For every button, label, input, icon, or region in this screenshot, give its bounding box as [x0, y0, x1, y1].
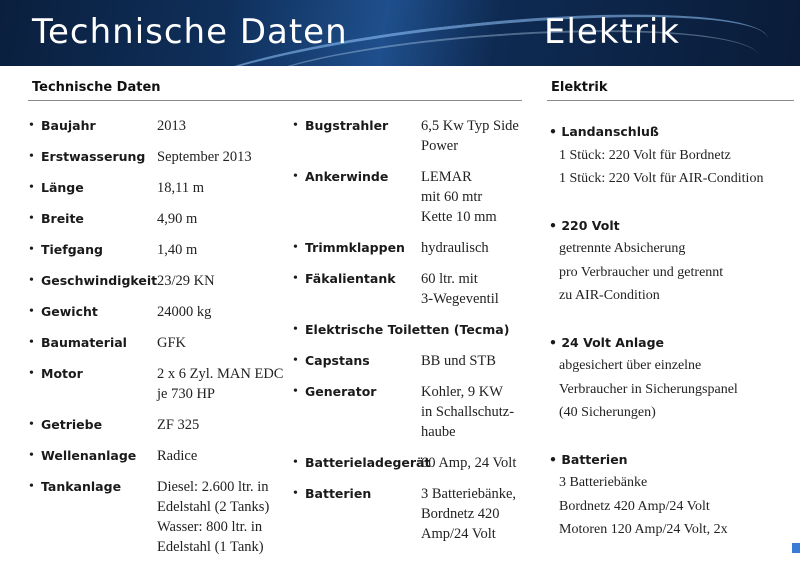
elektrik-block-landanschluss [549, 120, 794, 191]
spec-value: 60 ltr. mit 3-Wegeventil [421, 271, 499, 307]
bullet-icon: • [29, 417, 34, 432]
spec-row [293, 320, 519, 340]
spec-value: 18,11 m [157, 180, 204, 196]
spec-label: Tiefgang [41, 242, 103, 257]
spec-row [29, 116, 283, 136]
spec-row [293, 116, 519, 156]
spec-value: September 2013 [157, 149, 252, 165]
spec-row [29, 178, 283, 198]
bullet-icon: • [293, 322, 298, 337]
spec-label: Baujahr [41, 118, 96, 133]
elektrik-line: pro Verbraucher und getrennt [559, 264, 724, 280]
bullet-icon: • [293, 271, 298, 286]
spec-value: 2 x 6 Zyl. MAN EDC je 730 HP [157, 366, 284, 402]
section-title-technische-daten: Technische Daten [32, 80, 161, 95]
section-divider-left [28, 100, 522, 101]
bullet-icon: • [29, 273, 34, 288]
spec-value: Radice [157, 448, 198, 464]
spec-label: Getriebe [41, 417, 103, 432]
spec-row [29, 147, 283, 167]
spec-value: 3 Batteriebänke, Bordnetz 420 Amp/24 Volt [421, 486, 517, 542]
spec-label: Baumaterial [41, 335, 127, 350]
elektrik-line: getrennte Absicherung [559, 241, 686, 256]
bullet-icon: • [293, 486, 298, 501]
spec-value: 4,90 m [157, 211, 198, 227]
corner-accent [792, 543, 800, 553]
spec-row [29, 364, 283, 404]
spec-label: Gewicht [41, 304, 98, 319]
spec-label: Tankanlage [41, 479, 122, 494]
spec-value: 1,40 m [157, 242, 198, 258]
spec-row [29, 333, 283, 353]
spec-row [293, 269, 519, 309]
elektrik-line: zu AIR-Condition [559, 288, 660, 303]
spec-value: 23/29 KN [157, 273, 215, 289]
spec-row [29, 415, 283, 435]
bullet-icon: • [29, 448, 34, 463]
elektrik-column [549, 120, 794, 565]
spec-row [293, 382, 519, 442]
spec-value: ZF 325 [157, 417, 200, 433]
spec-row [293, 167, 519, 227]
banner-title-right: Elektrik [544, 12, 680, 52]
bullet-icon: • [29, 118, 34, 133]
spec-label: Fäkalientank [305, 271, 396, 286]
spec-value: BB und STB [421, 353, 496, 369]
bullet-icon: • [29, 180, 34, 195]
bullet-icon: • [29, 211, 34, 226]
spec-label: Ankerwinde [305, 169, 389, 184]
bullet-icon: • [29, 242, 34, 257]
spec-label: Bugstrahler [305, 118, 389, 133]
spec-label: Batterieladegerät [305, 455, 431, 470]
bullet-icon: • [29, 304, 34, 319]
spec-row [29, 209, 283, 229]
elektrik-line: abgesichert über einzelne [559, 358, 702, 373]
elektrik-heading: • Landanschluß [549, 124, 659, 139]
spec-row [29, 271, 283, 291]
elektrik-heading: • 24 Volt Anlage [549, 334, 665, 350]
section-title-elektrik: Elektrik [551, 80, 608, 95]
spec-row [29, 302, 283, 322]
elektrik-line: Motoren 120 Amp/24 Volt, 2x [559, 522, 728, 537]
spec-row [29, 446, 283, 466]
spec-label: Wellenanlage [41, 448, 137, 463]
spec-row [29, 240, 283, 260]
elektrik-line: 3 Batteriebänke [559, 475, 648, 490]
spec-value: hydraulisch [421, 240, 489, 256]
spec-value: Kohler, 9 KW in Schallschutz- haube [421, 384, 515, 440]
elektrik-block-batterien [549, 448, 794, 542]
section-divider-right [547, 100, 794, 101]
spec-label: Motor [41, 366, 83, 381]
specs-column-1 [29, 116, 283, 568]
spec-row [29, 477, 283, 557]
elektrik-line: 1 Stück: 220 Volt für Bordnetz [559, 147, 731, 163]
bullet-icon: • [29, 366, 34, 381]
spec-value: 2013 [157, 118, 186, 134]
bullet-icon: • [293, 384, 298, 399]
spec-value: LEMAR mit 60 mtr Kette 10 mm [421, 169, 497, 225]
spec-label: Elektrische Toiletten (Tecma) [305, 322, 510, 337]
elektrik-heading: • 220 Volt [549, 217, 620, 233]
elektrik-block-220-volt [549, 214, 794, 308]
spec-row [293, 351, 519, 371]
spec-value: 60 Amp, 24 Volt [421, 455, 517, 471]
spec-label: Trimmklappen [305, 240, 405, 255]
banner-title-left: Technische Daten [32, 12, 348, 52]
spec-value: 6,5 Kw Typ Side Power [421, 118, 519, 154]
bullet-icon: • [293, 118, 298, 133]
elektrik-block-24-volt [549, 331, 794, 425]
specs-column-2 [293, 116, 519, 555]
spec-row [293, 453, 519, 473]
bullet-icon: • [549, 334, 557, 350]
bullet-icon: • [293, 353, 298, 368]
bullet-icon: • [29, 479, 34, 494]
spec-label: Batterien [305, 486, 372, 501]
bullet-icon: • [293, 169, 298, 184]
spec-label: Erstwasserung [41, 149, 146, 164]
bullet-icon: • [293, 240, 298, 255]
spec-label: Capstans [305, 353, 370, 368]
bullet-icon: • [29, 335, 34, 350]
spec-label: Länge [41, 180, 84, 195]
header-banner [0, 0, 800, 66]
spec-row [293, 238, 519, 258]
elektrik-line: (40 Sicherungen) [559, 405, 656, 420]
spec-label: Breite [41, 211, 84, 226]
elektrik-line: Bordnetz 420 Amp/24 Volt [559, 498, 710, 514]
spec-row [293, 484, 519, 544]
spec-label: Generator [305, 384, 377, 399]
spec-value: Diesel: 2.600 ltr. in Edelstahl (2 Tanks) Wasser: 800 ltr. in Edelstahl (1 Tank) [157, 479, 270, 555]
bullet-icon: • [549, 217, 557, 233]
spec-label: Geschwindigkeit [41, 273, 158, 288]
elektrik-heading: • Batterien [549, 451, 628, 467]
bullet-icon: • [549, 451, 557, 467]
spec-value: 24000 kg [157, 304, 212, 320]
bullet-icon: • [29, 149, 34, 164]
spec-value: GFK [157, 335, 187, 351]
elektrik-line: 1 Stück: 220 Volt für AIR-Condition [559, 171, 764, 186]
bullet-icon: • [549, 124, 557, 139]
elektrik-line: Verbraucher in Sicherungspanel [559, 381, 738, 397]
bullet-icon: • [293, 455, 298, 470]
